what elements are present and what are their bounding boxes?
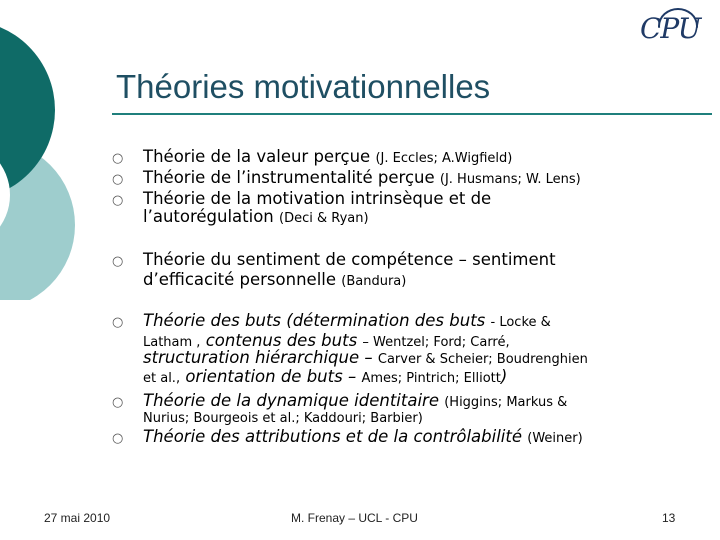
bullet-icon: ○ <box>112 395 124 410</box>
list-item <box>143 313 551 330</box>
item-reference: Latham , <box>143 335 201 350</box>
bullet-icon: ○ <box>112 254 124 269</box>
list-item <box>143 429 583 446</box>
list-item <box>143 252 556 269</box>
item-text: Théorie des attributions et de la contrôlabilité <box>143 427 523 446</box>
bullet-icon: ○ <box>112 193 124 208</box>
list-item <box>143 170 581 187</box>
bullet-icon: ○ <box>112 172 124 187</box>
item-text: Théorie de la valeur perçue <box>143 147 371 166</box>
decorative-circles <box>0 0 120 300</box>
page-number: 13 <box>662 511 676 525</box>
list-item-continuation <box>143 209 369 226</box>
list-item-continuation <box>143 409 423 426</box>
item-reference: – Wentzel; Ford; Carré, <box>362 335 510 350</box>
footer-author: M. Frenay – UCL - CPU <box>291 511 418 525</box>
item-reference: Nurius; Bourgeois et al.; Kaddouri; Barbier) <box>143 411 423 426</box>
bullet-icon: ○ <box>112 431 124 446</box>
list-item-continuation <box>143 272 406 289</box>
item-reference: (J. Eccles; A.Wigfield) <box>375 151 513 166</box>
item-reference: (Higgins; Markus & <box>444 395 568 410</box>
item-reference: (Bandura) <box>341 274 407 289</box>
list-item-continuation <box>143 369 507 386</box>
item-text: Théorie de la motivation intrinsèque et de <box>143 189 492 208</box>
item-text: orientation de buts – <box>185 367 357 386</box>
item-reference: (J. Husmans; W. Lens) <box>439 172 581 187</box>
list-item <box>143 149 512 166</box>
list-item <box>143 393 567 410</box>
item-text: ) <box>500 367 508 386</box>
item-reference: - Locke & <box>490 315 551 330</box>
item-reference: Carver & Scheier; Boudrenghien <box>377 352 588 367</box>
item-text: Théorie de l’instrumentalité perçue <box>143 168 435 187</box>
item-text: Théorie de la dynamique identitaire <box>143 391 439 410</box>
item-reference: (Deci & Ryan) <box>279 211 369 226</box>
bullet-icon: ○ <box>112 151 124 166</box>
item-reference: et al., <box>143 371 181 386</box>
item-reference: (Weiner) <box>527 431 583 446</box>
title-divider <box>112 113 712 115</box>
item-reference: Ames; Pintrich; Elliott <box>361 371 501 386</box>
item-text: contenus des buts <box>205 331 358 350</box>
list-item <box>143 191 491 208</box>
slide-title: Théories motivationnelles <box>116 68 491 105</box>
item-text: Théorie des buts (détermination des buts <box>143 311 486 330</box>
cpu-logo: CPU <box>640 12 701 45</box>
footer-date: 27 mai 2010 <box>44 511 111 525</box>
item-text: Théorie du sentiment de compétence – sentiment <box>143 250 556 269</box>
item-text: d’efficacité personnelle <box>143 270 337 289</box>
list-item-continuation <box>143 350 588 367</box>
item-text: structuration hiérarchique – <box>143 348 373 367</box>
bullet-icon: ○ <box>112 315 124 330</box>
item-text: l’autorégulation <box>143 207 274 226</box>
